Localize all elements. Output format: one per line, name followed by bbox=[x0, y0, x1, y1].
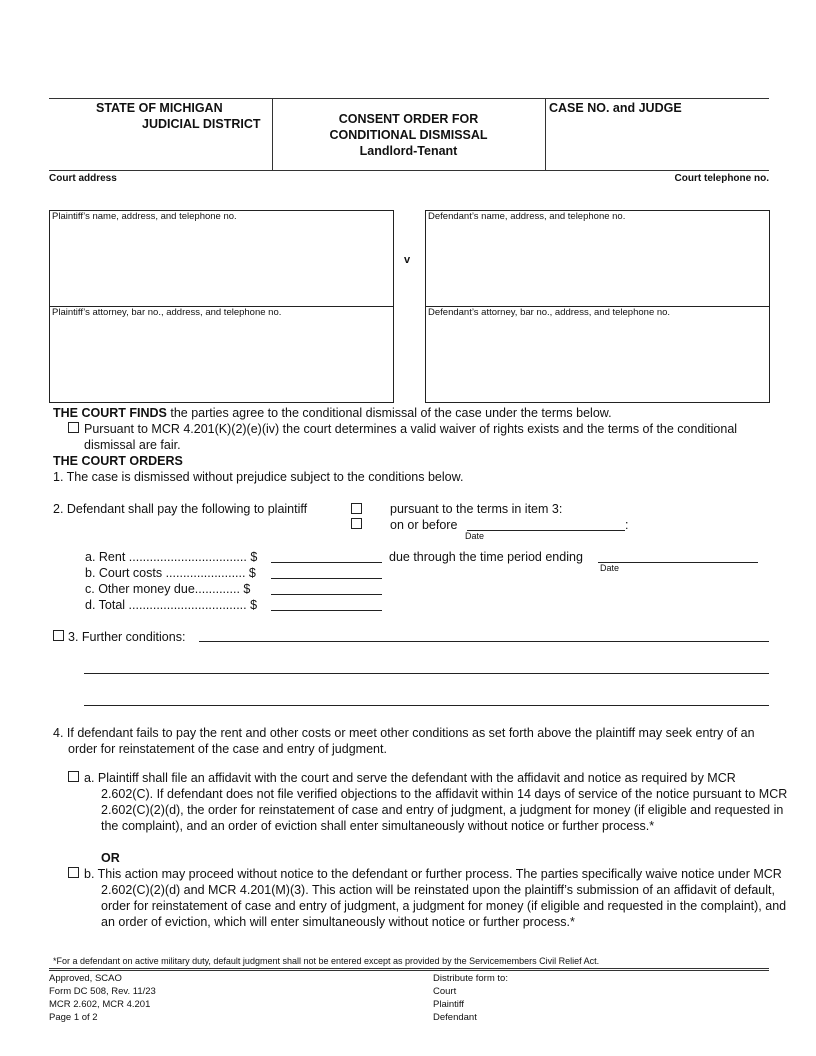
court-phone-label: Court telephone no. bbox=[674, 173, 769, 184]
other-money-label: c. Other money due............. $ bbox=[85, 582, 251, 596]
pay-terms-label: pursuant to the terms in item 3: bbox=[390, 502, 563, 516]
defendant-label: Defendant’s name, address, and telephone no. bbox=[428, 211, 626, 222]
waiver-text: Pursuant to MCR 4.201(K)(2)(e)(iv) the court determines a valid waiver of rights exists and the terms of the conditional dismissal are fair. bbox=[84, 422, 738, 452]
header-divider-right bbox=[545, 98, 546, 170]
court-finds-text: the parties agree to the conditional dismissal of the case under the terms below. bbox=[166, 406, 612, 420]
plaintiff-attorney-label: Plaintiff’s attorney, bar no., address, and telephone no. bbox=[52, 307, 282, 318]
or-label: OR bbox=[101, 851, 120, 865]
form-number-label: Form DC 508, Rev. 11/23 bbox=[49, 986, 156, 997]
defendant-attorney-box[interactable] bbox=[425, 306, 770, 403]
further-conditions-checkbox[interactable] bbox=[53, 630, 64, 641]
item4b-checkbox[interactable] bbox=[68, 867, 79, 878]
form-title-line3: Landlord-Tenant bbox=[359, 144, 458, 158]
rules-label: MCR 2.602, MCR 4.201 bbox=[49, 999, 151, 1010]
pay-date-field[interactable] bbox=[467, 530, 625, 531]
case-no-label: CASE NO. and JUDGE bbox=[549, 101, 682, 115]
court-costs-field[interactable] bbox=[271, 578, 382, 579]
court-address-label: Court address bbox=[49, 173, 117, 184]
state-label: STATE OF MICHIGAN bbox=[96, 101, 223, 115]
header-top-rule bbox=[49, 98, 769, 99]
page-label: Page 1 of 2 bbox=[49, 1012, 98, 1023]
pay-terms-checkbox[interactable] bbox=[351, 503, 362, 514]
defendant-attorney-label: Defendant’s attorney, bar no., address, and telephone no. bbox=[428, 307, 671, 318]
plaintiff-box[interactable] bbox=[49, 210, 394, 307]
pay-date-caption: Date bbox=[465, 531, 485, 541]
form-title-line2: CONDITIONAL DISMISSAL bbox=[329, 128, 488, 142]
approved-label: Approved, SCAO bbox=[49, 973, 122, 984]
court-orders-heading: THE COURT ORDERS bbox=[53, 454, 183, 468]
defendant-box[interactable] bbox=[425, 210, 770, 307]
plaintiff-attorney-box[interactable] bbox=[49, 306, 394, 403]
due-through-date-caption: Date bbox=[600, 563, 620, 573]
footer-rule-top bbox=[49, 968, 769, 969]
item4a-checkbox[interactable] bbox=[68, 771, 79, 782]
pay-date-label: on or before bbox=[390, 518, 458, 532]
header-bottom-rule bbox=[49, 170, 769, 171]
total-label: d. Total .................................. $ bbox=[85, 598, 258, 612]
item4-text: 4. If defendant fails to pay the rent and other costs or meet other conditions as set forth above the plaintiff may seek entry of an order for reinstatement of the case and entry of judgment. bbox=[53, 726, 755, 756]
item2-text: 2. Defendant shall pay the following to plaintiff bbox=[53, 502, 308, 516]
total-field[interactable] bbox=[271, 610, 382, 611]
waiver-checkbox[interactable] bbox=[68, 422, 79, 433]
other-money-field[interactable] bbox=[271, 594, 382, 595]
item1-text: 1. The case is dismissed without prejudice subject to the conditions below. bbox=[53, 470, 464, 484]
pay-date-colon: : bbox=[625, 518, 629, 532]
rent-field[interactable] bbox=[271, 562, 382, 563]
pay-date-checkbox[interactable] bbox=[351, 518, 362, 529]
court-finds-paragraph bbox=[53, 405, 773, 421]
form-title-line1: CONSENT ORDER FOR bbox=[338, 112, 479, 126]
further-conditions-line3[interactable] bbox=[84, 705, 769, 706]
footnote: *For a defendant on active military duty, default judgment shall not be entered except as provided by the Servicemembers Civil Relief Act. bbox=[53, 956, 600, 966]
item4b-text: b. This action may proceed without notice to the defendant or further process. The parties specifically waive notice under MCR 2.602(C)(2)(d) and MCR 4.201(M)(3). This action will be reinstated upon the plaintiff’s submission of an affidavit of default, order for reinstatement of case and entry of judgment, a judgment for money (if eligible and requested in the complaint), and an order of eviction, which will enter simultaneously without notice or further process.* bbox=[84, 867, 787, 929]
distribute-court: Court bbox=[433, 986, 457, 997]
distribute-plaintiff: Plaintiff bbox=[433, 999, 464, 1010]
footer-rule-bottom bbox=[49, 970, 769, 971]
distribute-label: Distribute form to: bbox=[433, 973, 508, 984]
further-conditions-label: 3. Further conditions: bbox=[68, 630, 186, 644]
due-through-label: due through the time period ending bbox=[389, 550, 583, 564]
due-through-date-field[interactable] bbox=[598, 562, 758, 563]
versus-label: v bbox=[404, 254, 411, 266]
distribute-defendant: Defendant bbox=[433, 1012, 477, 1023]
item4a-text: a. Plaintiff shall file an affidavit with the court and serve the defendant with the affidavit and notice as required by MCR 2.602(C). If defendant does not file verified objections to the affidavit within 14 days of service of the notice pursuant to MCR 2.602(C)(2)(d), the order for reinstatement of case and entry of judgment, a judgment for money (if eligible and requested in the complaint), and an order of eviction shall enter simultaneously without notice or further process.* bbox=[84, 771, 788, 833]
plaintiff-label: Plaintiff’s name, address, and telephone no. bbox=[52, 211, 237, 222]
rent-label: a. Rent .................................. $ bbox=[85, 550, 258, 564]
further-conditions-line1[interactable] bbox=[199, 641, 769, 642]
district-label: JUDICIAL DISTRICT bbox=[142, 117, 261, 131]
further-conditions-line2[interactable] bbox=[84, 673, 769, 674]
court-costs-label: b. Court costs ....................... $ bbox=[85, 566, 256, 580]
court-finds-heading: THE COURT FINDS bbox=[53, 406, 167, 420]
